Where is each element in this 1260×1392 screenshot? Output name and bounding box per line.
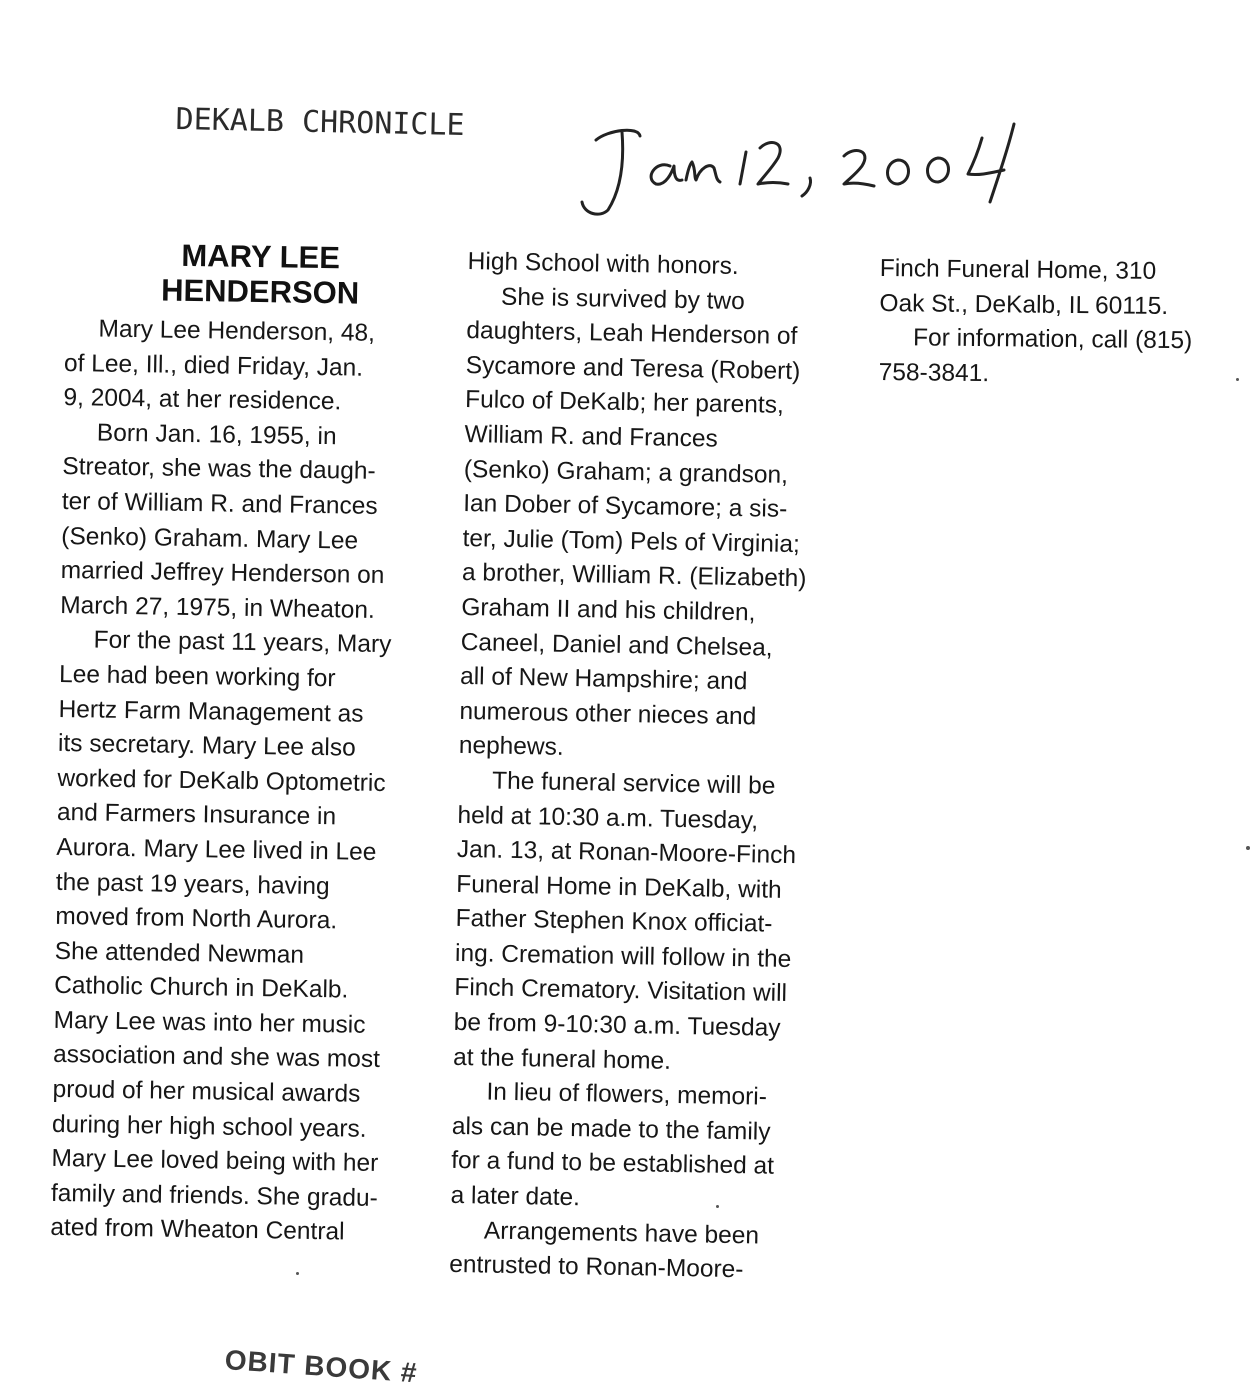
text-line: She is survived by two bbox=[500, 283, 746, 315]
text-line: entrusted to Ronan-Moore- bbox=[449, 1251, 744, 1284]
text-line: Finch Funeral Home, 310 bbox=[879, 254, 1157, 285]
text-line: Funeral Home in DeKalb, with bbox=[456, 870, 782, 904]
text-line: Graham II and his children, bbox=[461, 593, 756, 627]
text-line: ing. Cremation will follow in the bbox=[454, 939, 792, 973]
text-line: Mary Lee was into her music bbox=[53, 1006, 366, 1039]
text-line: ated from Wheaton Central bbox=[50, 1214, 345, 1246]
text-line: Mary Lee loved being with her bbox=[51, 1145, 379, 1178]
text-line: Aurora. Mary Lee lived in Lee bbox=[56, 833, 377, 866]
text-line: held at 10:30 a.m. Tuesday, bbox=[457, 801, 759, 834]
text-line: a later date. bbox=[450, 1181, 581, 1212]
scan-speck bbox=[1246, 846, 1250, 850]
scan-speck bbox=[1236, 378, 1239, 381]
text-line: all of New Hampshire; and bbox=[459, 663, 748, 696]
text-line: for a fund to be established at bbox=[450, 1147, 775, 1181]
text-line: the past 19 years, having bbox=[55, 868, 330, 900]
text-line: William R. and Frances bbox=[464, 420, 718, 453]
text-line: High School with honors. bbox=[467, 247, 739, 280]
text-line: Arrangements have been bbox=[483, 1217, 760, 1250]
text-line: The funeral service will be bbox=[491, 767, 776, 800]
text-line: Caneel, Daniel and Chelsea, bbox=[460, 628, 773, 662]
text-line: Catholic Church in DeKalb. bbox=[54, 972, 349, 1004]
headline-line: MARY LEE bbox=[181, 237, 341, 276]
text-line: nephews. bbox=[458, 732, 564, 762]
text-line: during her high school years. bbox=[51, 1110, 367, 1143]
text-line: a brother, William R. (Elizabeth) bbox=[461, 559, 807, 593]
text-line: ter, Julie (Tom) Pels of Virginia; bbox=[462, 524, 801, 558]
text-line: and Farmers Insurance in bbox=[56, 799, 337, 831]
masthead: DEKALB CHRONICLE bbox=[175, 102, 465, 144]
text-line: of Lee, Ill., died Friday, Jan. bbox=[63, 349, 364, 382]
text-line: family and friends. She gradu- bbox=[50, 1179, 378, 1212]
text-line: Father Stephen Knox officiat- bbox=[455, 905, 773, 938]
article-column-3 bbox=[879, 252, 1240, 394]
article-column-1 bbox=[50, 236, 456, 1252]
text-line: March 27, 1975, in Wheaton. bbox=[59, 591, 375, 624]
text-line: daughters, Leah Henderson of bbox=[466, 317, 798, 351]
text-line: (Senko) Graham. Mary Lee bbox=[61, 522, 359, 555]
text-line: Sycamore and Teresa (Robert) bbox=[465, 351, 801, 385]
article-column-2 bbox=[449, 245, 848, 1290]
text-line: (Senko) Graham; a grandson, bbox=[463, 455, 789, 489]
text-line: Finch Crematory. Visitation will bbox=[454, 974, 788, 1008]
text-line: Hertz Farm Management as bbox=[58, 695, 364, 728]
headline bbox=[65, 236, 456, 312]
handwritten-date bbox=[578, 118, 1038, 218]
text-line: In lieu of flowers, memori- bbox=[486, 1078, 768, 1111]
text-line: moved from North Aurora. bbox=[55, 903, 338, 935]
text-line: Fulco of DeKalb; her parents, bbox=[464, 386, 785, 420]
text-line: She attended Newman bbox=[54, 937, 305, 969]
headline-line: HENDERSON bbox=[160, 272, 360, 311]
text-line: numerous other nieces and bbox=[459, 697, 757, 731]
column-3-body bbox=[879, 252, 1240, 394]
text-line: Mary Lee Henderson, 48, bbox=[98, 315, 376, 347]
column-1-body bbox=[50, 312, 455, 1252]
text-line: 9, 2004, at her residence. bbox=[63, 384, 342, 416]
text-line: 758-3841. bbox=[878, 358, 990, 387]
text-line: als can be made to the family bbox=[451, 1112, 771, 1146]
scan-speck bbox=[296, 1272, 299, 1275]
column-2-body bbox=[449, 245, 848, 1290]
text-line: proud of her musical awards bbox=[52, 1075, 361, 1108]
handwritten-date-ink bbox=[578, 118, 1038, 218]
text-line: For the past 11 years, Mary bbox=[93, 626, 392, 659]
text-line: Streator, she was the daugh- bbox=[62, 453, 376, 486]
text-line: Jan. 13, at Ronan-Moore-Finch bbox=[456, 835, 797, 870]
text-line: worked for DeKalb Optometric bbox=[57, 764, 386, 797]
text-line: For information, call (815) bbox=[912, 324, 1193, 355]
obit-book-stamp: OBIT BOOK # bbox=[223, 1344, 419, 1389]
scan-speck bbox=[716, 1205, 719, 1208]
text-line: Ian Dober of Sycamore; a sis- bbox=[463, 490, 788, 524]
text-line: at the funeral home. bbox=[452, 1043, 672, 1075]
text-line: its secretary. Mary Lee also bbox=[57, 730, 356, 762]
text-line: Born Jan. 16, 1955, in bbox=[96, 419, 337, 451]
text-line: Lee had been working for bbox=[58, 660, 336, 693]
text-line: be from 9-10:30 a.m. Tuesday bbox=[453, 1008, 781, 1042]
text-line: married Jeffrey Henderson on bbox=[60, 557, 385, 590]
text-line: Oak St., DeKalb, IL 60115. bbox=[879, 289, 1169, 320]
text-line: association and she was most bbox=[52, 1041, 381, 1074]
text-line: ter of William R. and Frances bbox=[61, 487, 378, 520]
